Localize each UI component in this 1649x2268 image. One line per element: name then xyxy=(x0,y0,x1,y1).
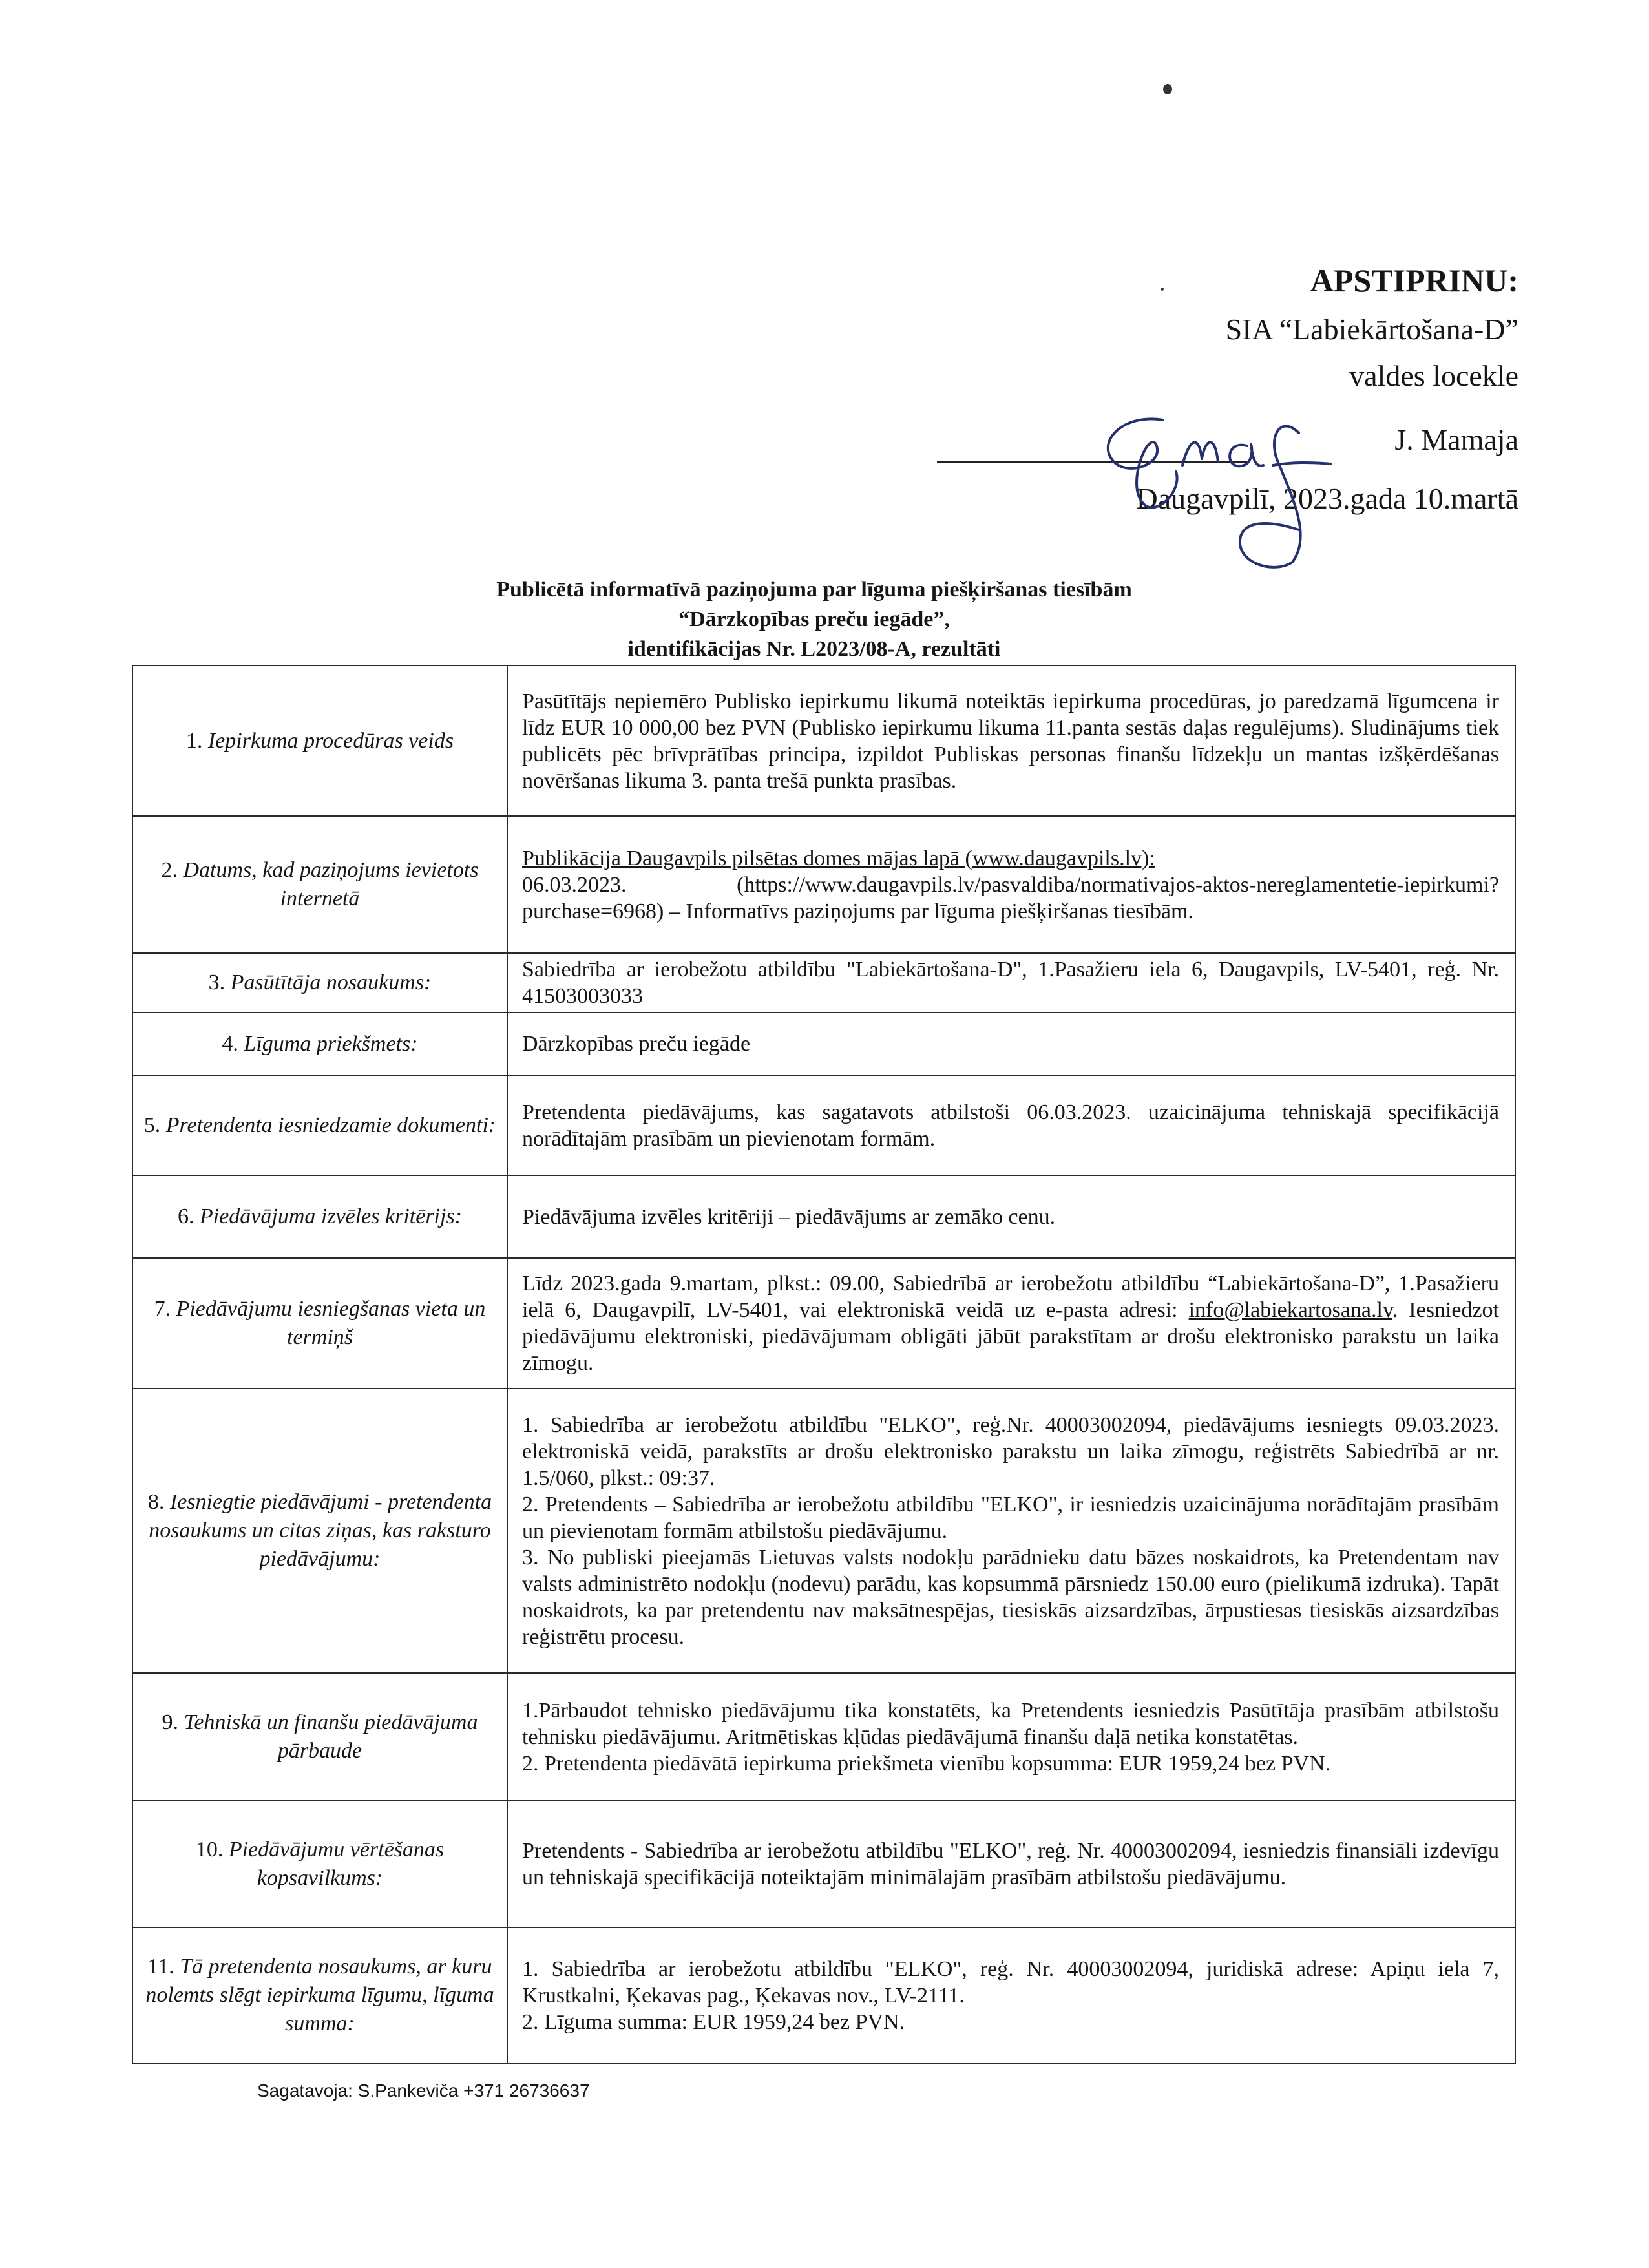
document-title xyxy=(426,575,1202,664)
handwritten-signature xyxy=(1086,388,1357,575)
table-row xyxy=(132,1075,1515,1175)
approval-heading: APSTIPRINU: xyxy=(1310,262,1518,299)
row-label: 8. Iesniegtie piedāvājumi - pretendenta nosaukums un citas ziņas, kas raksturo piedāvājumu: xyxy=(132,1389,507,1673)
row-label: 2. Datums, kad paziņojums ievietots internetā xyxy=(132,816,507,953)
table-row xyxy=(132,1673,1515,1801)
row-value: Līdz 2023.gada 9.martam, plkst.: 09.00, Sabiedrībā ar ierobežotu atbildību “Labiekārtošana-D”, 1.Pasažieru ielā 6, Daugavpilī, LV-5401, vai elektroniskā veidā uz e-pasta adresi: info@labiekartosana.lv. Iesniedzot piedāvājumu elektroniski, piedāvājumam obligāti jābūt parakstītam ar drošu elektronisko parakstu un laika zīmogu. xyxy=(507,1258,1515,1389)
table-row xyxy=(132,1389,1515,1673)
row-label: 3. Pasūtītāja nosaukums: xyxy=(132,953,507,1013)
email-link[interactable]: info@labiekartosana.lv xyxy=(1188,1298,1392,1322)
row-value: Publikācija Daugavpils pilsētas domes mājas lapā (www.daugavpils.lv): 06.03.2023. (https://www.daugavpils.lv/pasvaldiba/normativajos-aktos-nereglamentetie-iepirkumi?purchase=6968) – Informatīvs paziņojums par līguma piešķiršanas tiesībām. xyxy=(507,816,1515,953)
row-value: Pretendents - Sabiedrība ar ierobežotu atbildību "ELKO", reģ. Nr. 40003002094, iesniedzis finansiāli izdevīgu un tehniskajā specifikācijā noteiktajām minimālajām prasībām atbilstošu piedāvājumu. xyxy=(507,1801,1515,1927)
signer-name: J. Mamaja xyxy=(1394,423,1518,456)
row-label: 9. Tehniskā un finanšu piedāvājuma pārbaude xyxy=(132,1673,507,1801)
table-row xyxy=(132,1927,1515,2063)
row-label: 6. Piedāvājuma izvēles kritērijs: xyxy=(132,1175,507,1258)
results-table xyxy=(132,665,1516,2064)
title-line-2: “Dārzkopības preču iegāde”, xyxy=(678,607,950,631)
table-row xyxy=(132,816,1515,953)
table-row xyxy=(132,1258,1515,1389)
scan-speck xyxy=(1163,84,1172,94)
row-value xyxy=(507,1389,1515,1673)
row-label: 4. Līguma priekšmets: xyxy=(132,1013,507,1075)
row-label: 5. Pretendenta iesniedzamie dokumenti: xyxy=(132,1075,507,1175)
row-value: Dārzkopības preču iegāde xyxy=(507,1013,1515,1075)
row-label: 11. Tā pretendenta nosaukums, ar kuru nolemts slēgt iepirkuma līgumu, līguma summa: xyxy=(132,1927,507,2063)
row-label: 1. Iepirkuma procedūras veids xyxy=(132,666,507,816)
row-value xyxy=(507,1927,1515,2063)
list-item: 1.Pārbaudot tehnisko piedāvājumu tika konstatēts, ka Pretendents iesniedzis Pasūtītāja prasībām atbilstošu tehnisku piedāvājumu. Aritmētiskas kļūdas piedāvājumā finanšu daļā netika konstatētas. xyxy=(522,1698,1499,1749)
list-item: 1. Sabiedrība ar ierobežotu atbildību "ELKO", reģ.Nr. 40003002094, piedāvājums iesniegts 09.03.2023. elektroniskā veidā, parakstīts ar drošu elektronisko parakstu un laika zīmogu, reģistrēts Sabiedrībā ar nr. 1.5/060, plkst.: 09:37. xyxy=(522,1412,1499,1490)
row-label: 10. Piedāvājumu vērtēšanas kopsavilkums: xyxy=(132,1801,507,1927)
list-item: 1. Sabiedrība ar ierobežotu atbildību "ELKO", reģ. Nr. 40003002094, juridiskā adrese: Apiņu iela 7, Krustkalni, Ķekavas pag., Ķekavas nov., LV-2111. xyxy=(522,1957,1499,2008)
list-item: 2. Pretendenta piedāvātā iepirkuma priekšmeta vienību kopsumma: EUR 1959,24 bez PVN. xyxy=(522,1751,1331,1776)
list-item: 3. No publiski pieejamās Lietuvas valsts nodokļu parādnieku datu bāzes noskaidrots, ka Pretendentam nav valsts administrēto nodokļu (nodevu) parādu, kas kopsummā pārsniedz 150.00 euro (pielikumā izdruka). Tapāt noskaidrots, ka par pretendentu nav maksātnespējas, tiesiskās aizsardzības, ārpustiesas tiesiskās aizsardzības reģistrētu procesu. xyxy=(522,1545,1499,1649)
row-label: 7. Piedāvājumu iesniegšanas vieta un termiņš xyxy=(132,1258,507,1389)
title-line-3: identifikācijas Nr. L2023/08-A, rezultāti xyxy=(627,637,1001,661)
row-value xyxy=(507,1673,1515,1801)
row-value: Piedāvājuma izvēles kritēriji – piedāvājums ar zemāko cenu. xyxy=(507,1175,1515,1258)
title-line-1: Publicētā informatīvā paziņojuma par līguma piešķiršanas tiesībām xyxy=(496,578,1132,602)
row-value: Pasūtītājs nepiemēro Publisko iepirkumu likumā noteiktās iepirkuma procedūras, jo paredzamā līgumcena ir līdz EUR 10 000,00 bez PVN (Publisko iepirkumu likuma 11.panta sestās daļas regulējums). Sludinājums tiek publicēts pēc brīvprātības principa, izpildot Publiskas personas finanšu līdzekļu un mantas izšķērdēšanas novēršanas likuma 3. panta trešā punkta prasības. xyxy=(507,666,1515,816)
publication-link[interactable]: Publikācija Daugavpils pilsētas domes mājas lapā (www.daugavpils.lv): xyxy=(522,846,1155,870)
row-value: Pretendenta piedāvājums, kas sagatavots atbilstoši 06.03.2023. uzaicinājuma tehniskajā specifikācijā norādītajām prasībām un pievienotam formām. xyxy=(507,1075,1515,1175)
approval-company: SIA “Labiekārtošana-D” xyxy=(1225,313,1518,346)
table-row xyxy=(132,1013,1515,1075)
list-item: 2. Līguma summa: EUR 1959,24 bez PVN. xyxy=(522,2010,905,2034)
list-item: 2. Pretendents – Sabiedrība ar ierobežotu atbildību "ELKO", ir iesniedzis uzaicinājuma norādītajām prasībām un pievienotam formām atbilstošu piedāvājumu. xyxy=(522,1492,1499,1543)
table-row xyxy=(132,1801,1515,1927)
approval-place-date: Daugavpilī, 2023.gada 10.martā xyxy=(1136,482,1518,515)
table-row xyxy=(132,953,1515,1013)
table-row xyxy=(132,1175,1515,1258)
row-value: Sabiedrība ar ierobežotu atbildību "Labiekārtošana-D", 1.Pasažieru iela 6, Daugavpils, LV-5401, reģ. Nr. 41503003033 xyxy=(507,953,1515,1013)
approval-position: valdes locekle xyxy=(1349,359,1518,392)
prepared-by: Sagatavoja: S.Pankeviča +371 26736637 xyxy=(257,2081,590,2101)
table-row xyxy=(132,666,1515,816)
